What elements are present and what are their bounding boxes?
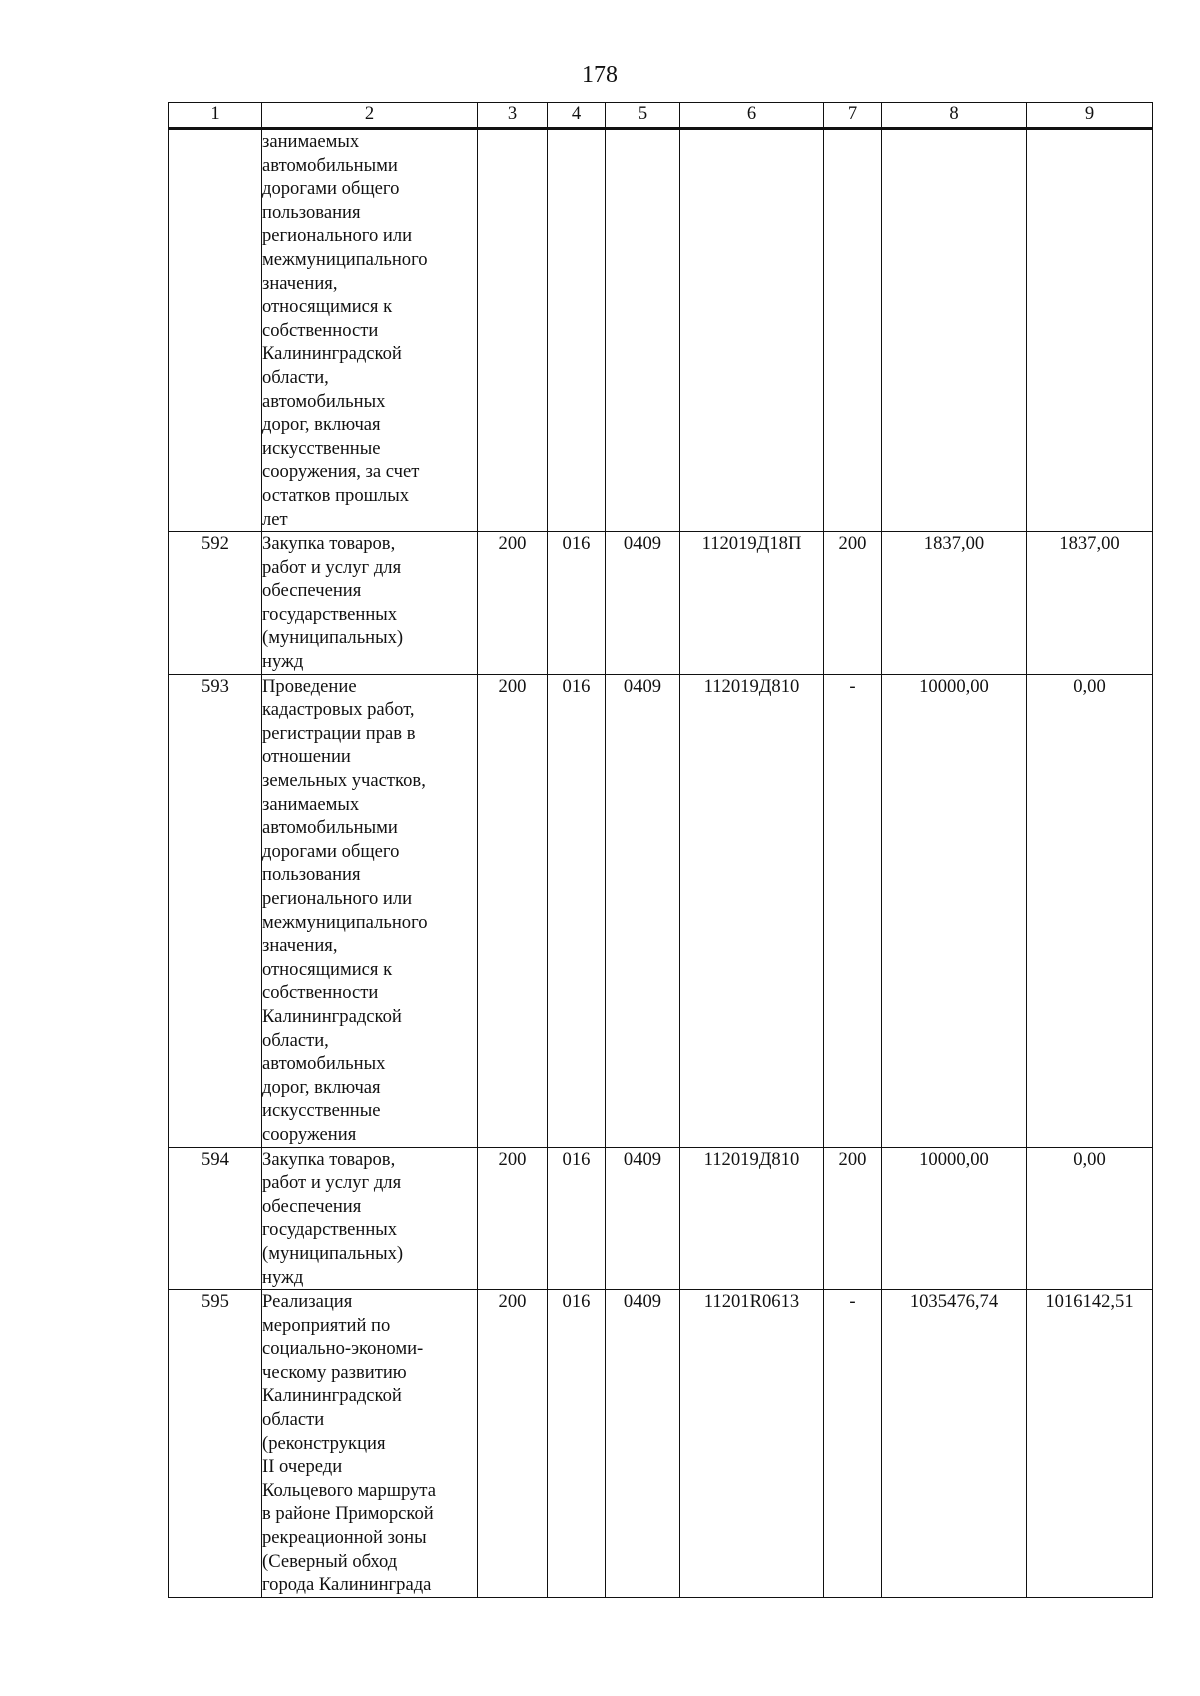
row-number: 595	[169, 1290, 262, 1598]
row-number	[169, 129, 262, 532]
cell-col5: 0409	[606, 532, 680, 675]
column-header: 9	[1027, 103, 1153, 129]
cell-col8: 10000,00	[882, 674, 1027, 1147]
cell-col3: 200	[478, 1290, 548, 1598]
row-number: 593	[169, 674, 262, 1147]
row-number: 592	[169, 532, 262, 675]
cell-col6: 11201R0613	[680, 1290, 824, 1598]
cell-col3	[478, 129, 548, 532]
cell-col9: 0,00	[1027, 674, 1153, 1147]
cell-col7: 200	[824, 1147, 882, 1290]
cell-col9: 1016142,51	[1027, 1290, 1153, 1598]
header-row	[169, 103, 1153, 129]
cell-col6: 112019Д810	[680, 1147, 824, 1290]
row-description: занимаемых автомобильными дорогами общего пользования регионального или межмуниципального значения, относящимися к собственности Калининградской области, автомобильных дорог, включая искусственные сооружения, за счет остатков прошлых лет	[262, 129, 478, 532]
budget-table	[168, 102, 1153, 1598]
column-header: 1	[169, 103, 262, 129]
cell-col5: 0409	[606, 1290, 680, 1598]
cell-col8	[882, 129, 1027, 532]
row-description: Реализация мероприятий по социально-экономи- ческому развитию Калининградской области (реконструкция II очереди Кольцевого маршрута в районе Приморской рекреационной зоны (Северный обход города Калининграда	[262, 1290, 478, 1598]
cell-col9: 1837,00	[1027, 532, 1153, 675]
page-number: 178	[582, 62, 618, 88]
column-header: 7	[824, 103, 882, 129]
table-row	[169, 1290, 1153, 1598]
column-header: 8	[882, 103, 1027, 129]
cell-col6	[680, 129, 824, 532]
row-number: 594	[169, 1147, 262, 1290]
cell-col4	[548, 129, 606, 532]
cell-col4: 016	[548, 532, 606, 675]
column-header: 3	[478, 103, 548, 129]
cell-col5	[606, 129, 680, 532]
cell-col8: 1837,00	[882, 532, 1027, 675]
cell-col8: 1035476,74	[882, 1290, 1027, 1598]
table-row	[169, 674, 1153, 1147]
column-header: 5	[606, 103, 680, 129]
table-row	[169, 1147, 1153, 1290]
row-description: Проведение кадастровых работ, регистрации прав в отношении земельных участков, занимаемых автомобильными дорогами общего пользования регионального или межмуниципального значения, относящимися к собственности Калининградской области, автомобильных дорог, включая искусственные сооружения	[262, 674, 478, 1147]
column-header: 2	[262, 103, 478, 129]
cell-col7: -	[824, 674, 882, 1147]
cell-col4: 016	[548, 1290, 606, 1598]
cell-col5: 0409	[606, 1147, 680, 1290]
cell-col5: 0409	[606, 674, 680, 1147]
cell-col7: -	[824, 1290, 882, 1598]
table-row	[169, 532, 1153, 675]
row-description: Закупка товаров, работ и услуг для обеспечения государственных (муниципальных) нужд	[262, 532, 478, 675]
cell-col4: 016	[548, 674, 606, 1147]
cell-col9: 0,00	[1027, 1147, 1153, 1290]
column-header: 4	[548, 103, 606, 129]
cell-col8: 10000,00	[882, 1147, 1027, 1290]
table-row	[169, 129, 1153, 532]
cell-col6: 112019Д18П	[680, 532, 824, 675]
cell-col3: 200	[478, 532, 548, 675]
cell-col6: 112019Д810	[680, 674, 824, 1147]
cell-col4: 016	[548, 1147, 606, 1290]
row-description: Закупка товаров, работ и услуг для обеспечения государственных (муниципальных) нужд	[262, 1147, 478, 1290]
cell-col3: 200	[478, 674, 548, 1147]
column-header: 6	[680, 103, 824, 129]
cell-col3: 200	[478, 1147, 548, 1290]
cell-col7	[824, 129, 882, 532]
cell-col7: 200	[824, 532, 882, 675]
cell-col9	[1027, 129, 1153, 532]
